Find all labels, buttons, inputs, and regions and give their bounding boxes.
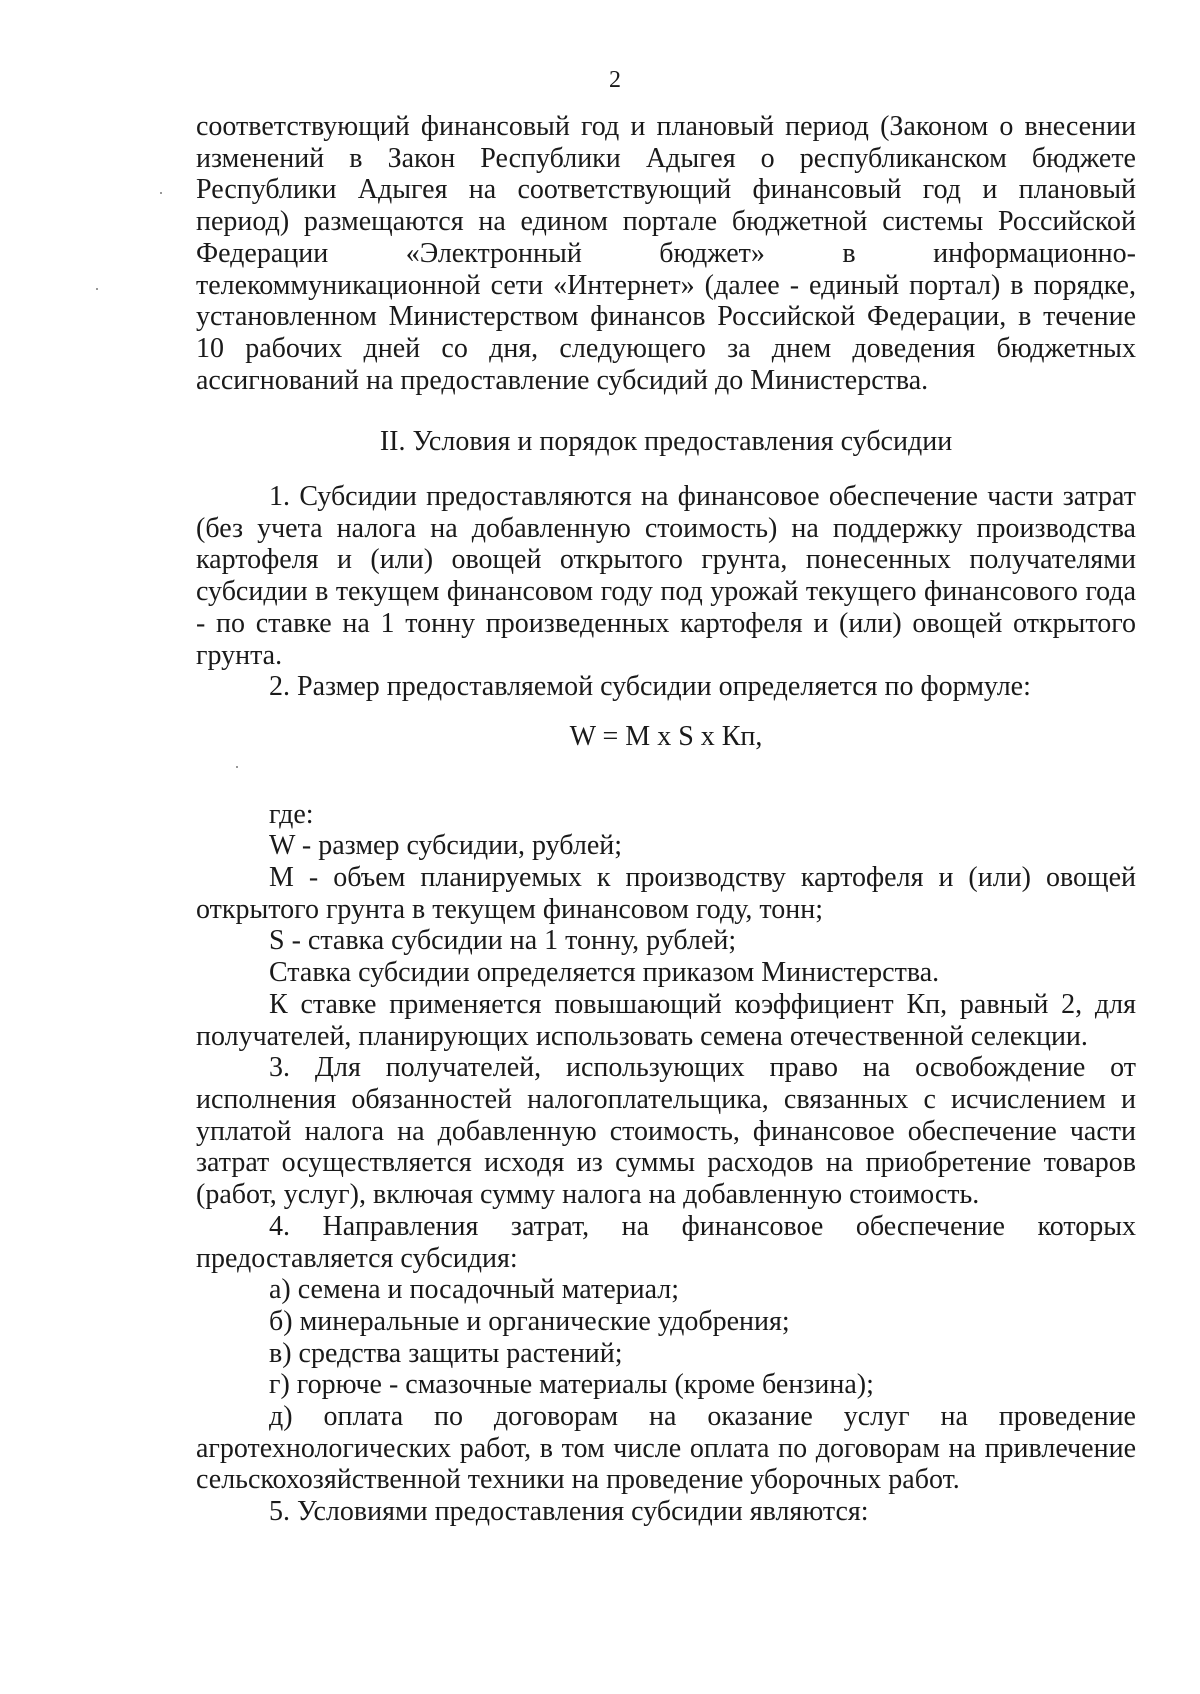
definition-w: W - размер субсидии, рублей; [269, 830, 623, 862]
paragraph-3: 3. Для получателей, использующих право на освобождение от исполнения обязанностей налогоплательщика, связанных с исчислением и уплатой налога на добавленную стоимость, финансовое обеспечение части затрат осуществляется исходя из суммы расходов на приобретение товаров (работ, услуг), включая сумму налога на добавленную стоимость. [196, 1052, 1136, 1211]
paragraph-2: 2. Размер предоставляемой субсидии определяется по формуле: [269, 671, 1031, 703]
paragraph-1: 1. Субсидии предоставляются на финансовое обеспечение части затрат (без учета налога на добавленную стоимость) на поддержку производства картофеля и (или) овощей открытого грунта, понесенных получателями субсидии в текущем финансовом году под урожай текущего финансового года - по ставке на 1 тонну произведенных картофеля и (или) овощей открытого грунта. [196, 481, 1136, 671]
section-heading: II. Условия и порядок предоставления субсидии [379, 426, 953, 458]
paragraph-continuation: соответствующий финансовый год и плановый период (Законом о внесении изменений в Закон Республики Адыгея о республиканском бюджете Республики Адыгея на соответствующий финансовый год и плановый период) размещаются на едином портале бюджетной системы Российской Федерации «Электронный бюджет» в информационно-телекоммуникационной сети «Интернет» (далее - единый портал) в порядке, установленном Министерством финансов Российской Федерации, в течение 10 рабочих дней со дня, следующего за днем доведения бюджетных ассигнований на предоставление субсидий до Министерства. [196, 111, 1136, 396]
document-body [196, 111, 1136, 1528]
coefficient-note: К ставке применяется повышающий коэффициент Кп, равный 2, для получателей, планирующих использовать семена отечественной селекции. [196, 988, 1136, 1052]
list-item-a: а) семена и посадочный материал; [269, 1274, 680, 1306]
list-item-v: в) средства защиты растений; [269, 1337, 623, 1369]
definition-m: M - объем планируемых к производству картофеля и (или) овощей открытого грунта в текущем финансовом году, тонн; [196, 862, 1136, 925]
formula: W = M x S x Кп, [569, 720, 763, 752]
scan-speck [236, 766, 238, 768]
page-number: 2 [609, 67, 621, 93]
paragraph-4: 4. Направления затрат, на финансовое обеспечение которых предоставляется субсидия: [196, 1210, 1136, 1274]
list-item-d: д) оплата по договорам на оказание услуг на проведение агротехнологических работ, в том числе оплата по договорам на привлечение сельскохозяйственной техники на проведение уборочных работ. [196, 1401, 1136, 1496]
scan-speck [96, 288, 98, 290]
scan-speck [160, 192, 162, 194]
paragraph-5: 5. Условиями предоставления субсидии являются: [269, 1496, 869, 1528]
definition-s: S - ставка субсидии на 1 тонну, рублей; [269, 925, 737, 957]
rate-note: Ставка субсидии определяется приказом Министерства. [269, 957, 940, 989]
list-item-g: г) горюче - смазочные материалы (кроме бензина); [269, 1369, 874, 1401]
where-label: где: [269, 798, 314, 830]
list-item-b: б) минеральные и органические удобрения; [269, 1305, 790, 1337]
